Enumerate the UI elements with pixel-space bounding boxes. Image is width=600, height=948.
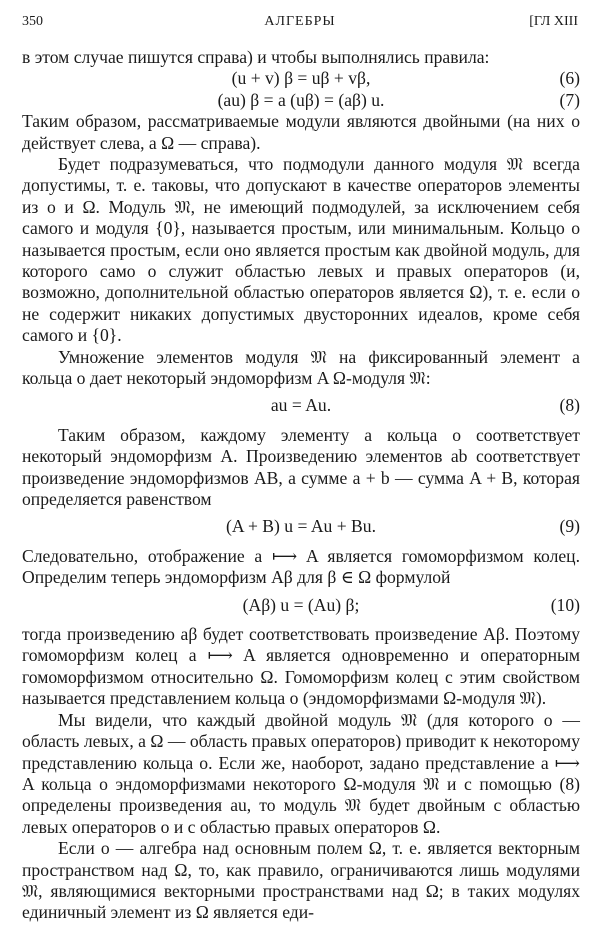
equation-10-number: (10) [550,594,580,615]
equation-7 [22,90,580,111]
equation-9-number: (9) [559,516,580,537]
page-number: 350 [22,14,43,29]
equation-10-block [22,589,580,624]
equation-7-formula: (au) β = a (uβ) = (aβ) u. [217,89,385,110]
equation-8 [22,395,580,416]
running-header [22,14,578,36]
paragraph-4: Умножение элементов модуля 𝔐 на фиксированный элемент a кольца o дает некоторый эндоморфизм A Ω-модуля 𝔐: [22,346,580,389]
equation-6-number: (6) [559,68,580,89]
equation-8-number: (8) [559,395,580,416]
equation-9 [22,516,580,537]
equation-9-block [22,510,580,545]
paragraph-3: Будет подразумеваться, что подмодули данного модуля 𝔐 всегда допустимы, т. е. таковы, что допускают в качестве операторов элементы из o и Ω. Модуль 𝔐, не имеющий подмодулей, за исключением себя самого и модуля {0}, называется простым, или минимальным. Кольцо o называется простым, если оно является простым как двойной модуль, для которого само o служит областью левых и правых операторов (и, возможно, дополнительной областью операторов является Ω), т. е. если o не содержит никаких допустимых двусторонних идеалов, кроме себя самого и {0}. [22,154,580,346]
paragraph-7: тогда произведению aβ будет соответствовать произведение Aβ. Поэтому гомоморфизм колец a ⟼ A является одновременно и операторным гомоморфизмом относительно Ω. Гомоморфизм колец с этим свойством называется представлением кольца o (эндоморфизмами Ω-модуля 𝔐). [22,624,580,709]
paragraph-6: Следовательно, отображение a ⟼ A является гомоморфизмом колец. Определим теперь эндоморфизм Aβ для β ∈ Ω формулой [22,545,580,588]
equation-8-block [22,389,580,424]
paragraph-8: Мы видели, что каждый двойной модуль 𝔐 (для которого o — область левых, а Ω — область правых операторов) приводит к некоторому представлению кольца o. Если же, наоборот, задано представление a ⟼ A кольца o эндоморфизмами некоторого Ω-модуля 𝔐 и с помощью (8) определены произведения au, то модуль 𝔐 будет двойным с областью левых операторов o и с областью правых операторов Ω. [22,709,580,837]
page-body [22,47,580,924]
equation-7-number: (7) [559,89,580,110]
paragraph-5: Таким образом, каждому элементу a кольца o соответствует некоторый эндоморфизм A. Произведению элементов ab соответствует произведение эндоморфизмов AB, а сумме a + b — сумма A + B, которая определяется равенством [22,424,580,510]
equations-6-7 [22,68,580,111]
chapter-label: [ГЛ XIII [529,14,578,29]
equation-9-formula: (A + B) u = Au + Bu. [225,516,376,537]
paragraph-9: Если o — алгебра над основным полем Ω, т. е. является векторным пространством над Ω, то, как правило, ограничиваются лишь модулями 𝔐, являющимися векторными пространствами над Ω; в таких модулях единичный элемент из Ω является еди- [22,838,580,923]
equation-6-formula: (u + v) β = uβ + vβ, [231,68,371,89]
running-title: АЛГЕБРЫ [264,14,336,29]
equation-8-formula: au = Au. [270,395,332,416]
paragraph-2: Таким образом, рассматриваемые модули являются двойными (на них o действует слева, а Ω — справа). [22,111,580,153]
paragraph-1: в этом случае пишутся справа) и чтобы выполнялись правила: [22,47,490,67]
equation-10 [22,595,580,616]
equation-10-formula: (Aβ) u = (Au) β; [242,594,360,615]
equation-6 [22,68,580,89]
